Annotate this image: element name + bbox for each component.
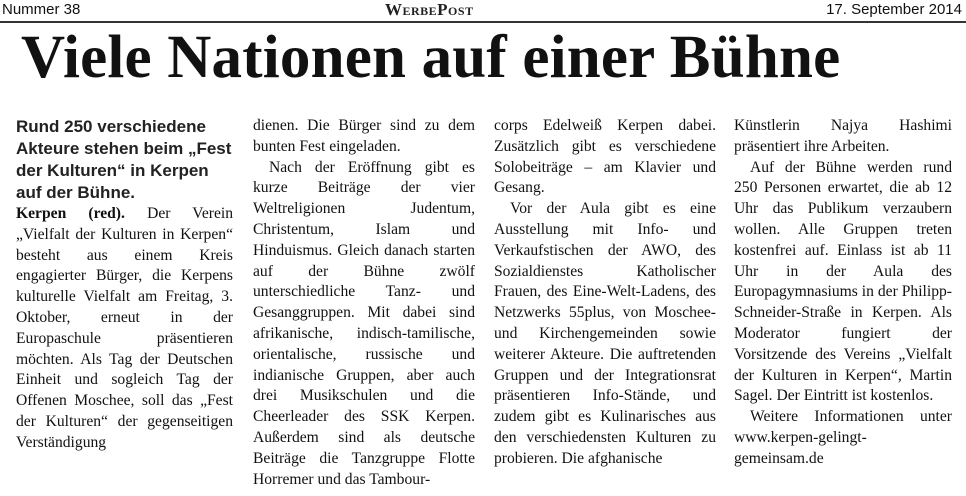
- article-paragraph: dienen. Die Bürger sind zu dem bunten Fest eingeladen.: [253, 117, 475, 155]
- dateline: Kerpen (red).: [16, 205, 125, 222]
- lead-text: Rund 250 verschiedene Akteure stehen beim „Fest der Kulturen“ in Kerpen auf der Bühne.: [16, 117, 232, 202]
- article-paragraph: Vor der Aula gibt es eine Ausstellung mit Info- und Verkaufstischen der AWO, des Sozialdienstes Katholischer Frauen, des Eine-Welt-Ladens, des Netzwerks 55plus, von Moschee- und Kirchengemeinden sowie weiterer Akteure. Die auftretenden Gruppen und der Integrationsrat präsentieren Info-Stände, und zudem gibt es Kulinarisches aus den verschiedensten Kulturen zu probieren. Die afghanische: [494, 200, 716, 467]
- article-paragraph: Auf der Bühne werden rund 250 Personen erwartet, die ab 12 Uhr das Publikum verzaubern wollen. Alle Gruppen treten kostenfrei auf. Einlass ist ab 11 Uhr in der Aula des Europagymnasiums in der Philipp-Schneider-Straße in Kerpen. Als Moderator fungiert der Vorsitzende des Vereins „Vielfalt der Kulturen in Kerpen“, Martin Sagel. Der Eintritt ist kostenlos.: [734, 158, 952, 405]
- info-paragraph: Weitere Informationen unter www.kerpen-gelingt-gemeinsam.de: [734, 408, 952, 467]
- article-column-1: [16, 116, 233, 454]
- headline: Viele Nationen auf einer Bühne: [21, 24, 841, 91]
- article-paragraph: Künstlerin Najya Hashimi präsentiert ihre Arbeiten.: [734, 117, 952, 155]
- masthead: WerbePost: [385, 0, 474, 19]
- paragraph-text: Der Verein „Vielfalt der Kulturen in Kerpen“ besteht aus einem Kreis engagierter Bürger, die Kerpens kulturelle Vielfalt am Freitag, 3. Oktober, erneut in der Europaschule präsentieren möchten. Als Tag der Deutschen Einheit und sogleich Tag der Offenen Moschee, soll das „Fest der Kulturen“ der gegenseitigen Verständigung: [16, 205, 233, 451]
- article-column-3: [494, 116, 716, 470]
- article-paragraph: Nach der Eröffnung gibt es kurze Beiträge der vier Weltreligionen Judentum, Christentum, Islam und Hinduismus. Gleich danach starten auf der Bühne zwölf unterschiedliche Tanz- und Gesanggruppen. Mit dabei sind afrikanische, indisch-tamilische, orientalische, russische und indianische Gruppen, aber auch drei Musikschulen und die Cheerleader des SSK Kerpen. Außerdem sind als deutsche Beiträge die Tanzgruppe Flotte Horremer und das Tambour-: [253, 158, 475, 488]
- page-header: [0, 0, 966, 22]
- article-column-2: [253, 116, 475, 490]
- article-paragraph: corps Edelweiß Kerpen dabei. Zusätzlich gibt es verschiedene Solobeiträge – am Klavier und Gesang.: [494, 117, 716, 197]
- article-column-4: [734, 116, 952, 470]
- issue-number: Nummer 38: [2, 1, 81, 18]
- article-paragraph: [16, 204, 233, 454]
- issue-date: 17. September 2014: [826, 1, 962, 18]
